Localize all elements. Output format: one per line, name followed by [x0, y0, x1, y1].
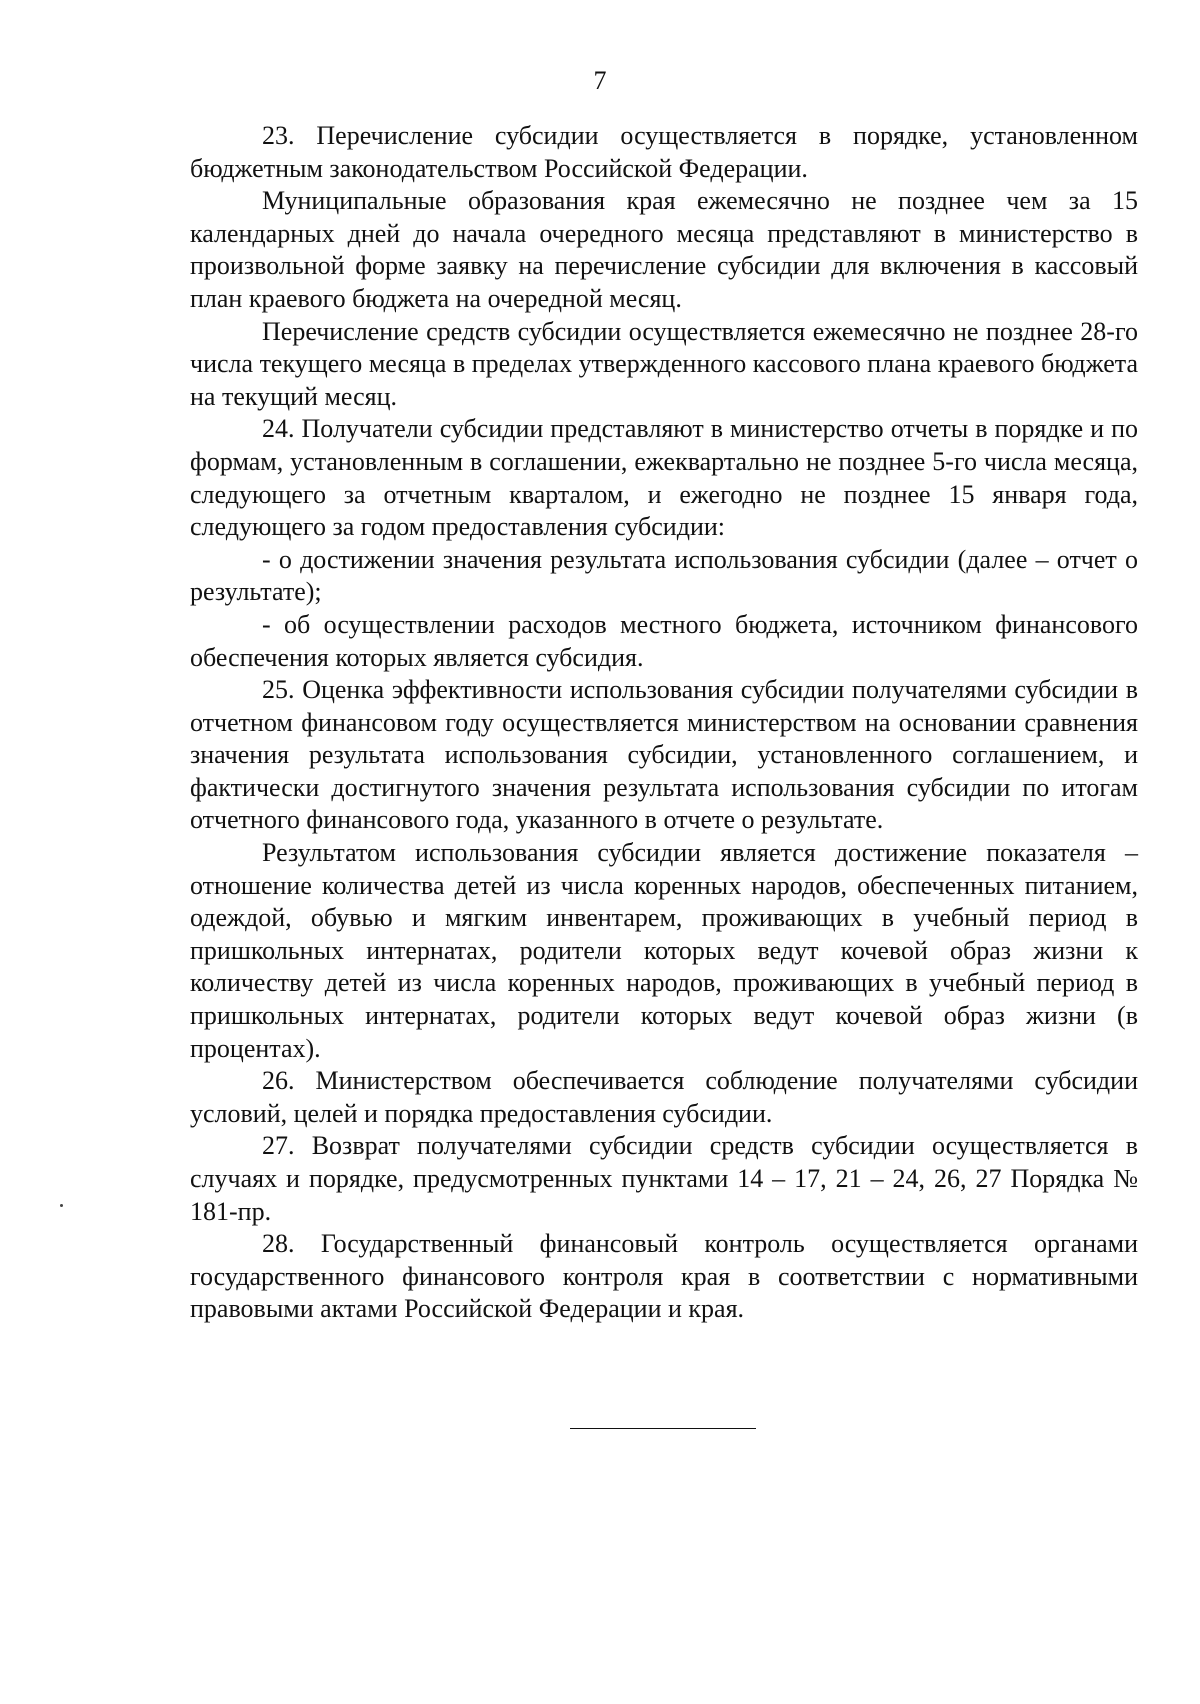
paragraph-result-indicator: Результатом использования субсидии является достижение показателя – отношение количества детей из числа коренных народов, обеспеченных питанием, одеждой, обувью и мягким инвентарем, проживающих в учебный период в пришкольных интернатах, родители которых ведут кочевой образ жизни к количеству детей из числа коренных народов, проживающих в учебный период в пришкольных интернатах, родители которых ведут кочевой образ жизни (в процентах). [190, 838, 1138, 1063]
paragraph-monthly-transfer: Перечисление средств субсидии осуществляется ежемесячно не позднее 28-го числа текущего месяца в пределах утвержденного кассового плана краевого бюджета на текущий месяц. [190, 316, 1138, 411]
paragraph-25-efficiency: 25. Оценка эффективности использования субсидии получателями субсидии в отчетном финансовом году осуществляется министерством на основании сравнения значения результата использования субсидии, установленного соглашением, и фактически достигнутого значения результата использования субсидии по итогам отчетного финансового года, указанного в отчете о результате. [190, 675, 1138, 835]
page-number: 7 [593, 66, 607, 95]
paragraph-26-compliance: 26. Министерством обеспечивается соблюдение получателями субсидии условий, целей и порядка предоставления субсидии. [190, 1066, 1138, 1128]
paragraph-27-refund: 27. Возврат получателями субсидии средств субсидии осуществляется в случаях и порядке, предусмотренных пунктами 14 – 17, 21 – 24, 26, 27 Порядка № 181-пр. [190, 1131, 1138, 1226]
paragraph-28-control: 28. Государственный финансовый контроль осуществляется органами государственного финансового контроля края в соответствии с нормативными правовыми актами Российской Федерации и края. [190, 1229, 1138, 1324]
scan-speck [60, 1204, 63, 1207]
paragraph-23-transfer: 23. Перечисление субсидии осуществляется в порядке, установленном бюджетным законодательством Российской Федерации. [190, 121, 1138, 183]
document-body [190, 120, 1138, 1326]
list-item-result-report: - о достижении значения результата использования субсидии (далее – отчет о результате); [190, 544, 1138, 607]
paragraph-municipal-request: Муниципальные образования края ежемесячно не позднее чем за 15 календарных дней до начала очередного месяца представляют в министерство в произвольной форме заявку на перечисление субсидии для включения в кассовый план краевого бюджета на очередной месяц. [190, 186, 1138, 313]
list-item-expense-report: - об осуществлении расходов местного бюджета, источником финансового обеспечения которых является субсидия. [190, 609, 1138, 672]
end-of-document-rule [570, 1428, 756, 1429]
paragraph-24-reports: 24. Получатели субсидии представляют в министерство отчеты в порядке и по формам, установленным в соглашении, ежеквартально не позднее 5-го числа месяца, следующего за отчетным кварталом, и ежегодно не позднее 15 января года, следующего за годом предоставления субсидии: [190, 414, 1138, 542]
